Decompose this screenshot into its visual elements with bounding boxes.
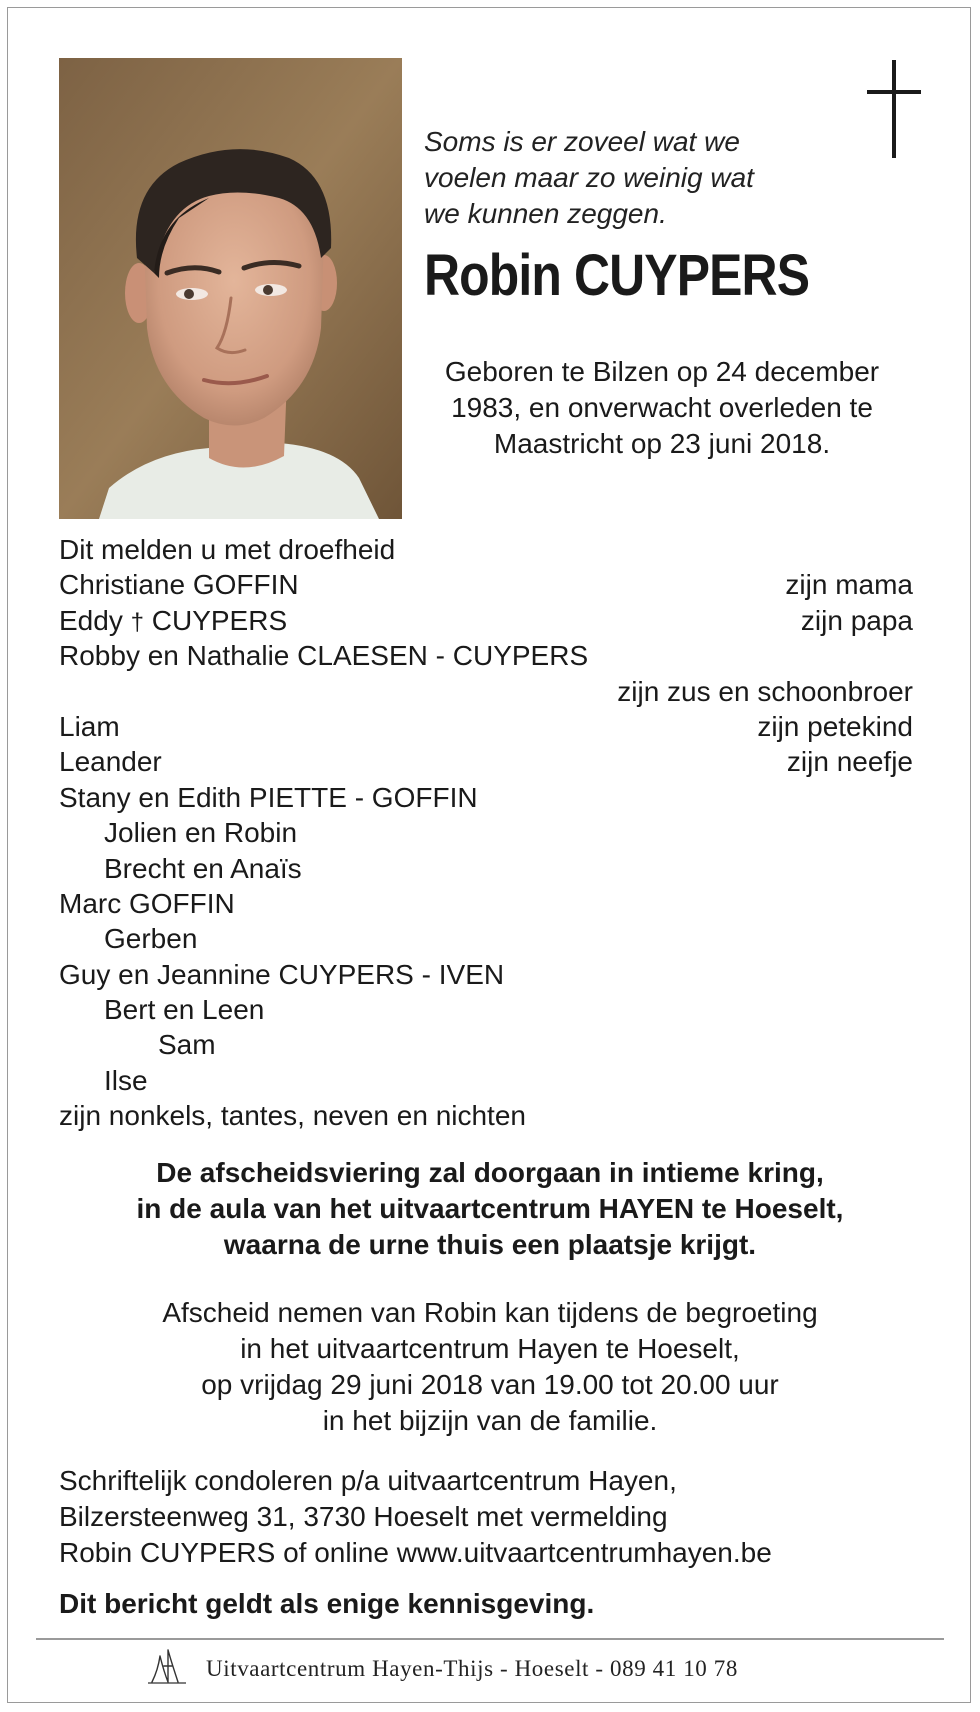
visitation-line: Afscheid nemen van Robin kan tijdens de begroeting — [162, 1297, 818, 1328]
footer — [140, 1646, 840, 1692]
family-row — [59, 744, 913, 779]
quote-line: we kunnen zeggen. — [424, 198, 667, 229]
family-intro — [59, 532, 913, 567]
family-member: Sam — [158, 1029, 216, 1061]
family-member: Bert en Leen — [104, 994, 265, 1026]
family-row — [59, 1098, 913, 1133]
footer-divider — [36, 1638, 944, 1640]
notice-statement: Dit bericht geldt als enige kennisgeving. — [59, 1588, 595, 1619]
family-row — [59, 957, 913, 992]
dagger-icon: † — [130, 608, 144, 636]
family-row — [59, 815, 913, 850]
visitation-details — [40, 1295, 940, 1439]
family-member: Robby en Nathalie CLAESEN - CUYPERS — [59, 640, 589, 672]
family-row — [59, 992, 913, 1027]
condolence-details — [59, 1463, 772, 1571]
birth-death-line: Maastricht op 23 juni 2018. — [493, 428, 831, 459]
birth-death-details — [410, 354, 914, 462]
family-member-last: CUYPERS — [151, 604, 288, 636]
condolence-line: Robin CUYPERS of online www.uitvaartcentrumhayen.be — [59, 1537, 772, 1568]
family-member — [59, 603, 287, 640]
family-member: Guy en Jeannine CUYPERS - IVEN — [59, 958, 505, 990]
funeral-home-logo-icon — [146, 1646, 190, 1686]
family-row — [59, 1063, 913, 1098]
family-row — [59, 709, 913, 744]
family-row — [59, 886, 913, 921]
family-row — [59, 674, 913, 709]
condolence-line: Bilzersteenweg 31, 3730 Hoeselt met vermelding — [59, 1501, 668, 1532]
family-member: Brecht en Anaïs — [104, 852, 302, 884]
ceremony-line: in de aula van het uitvaartcentrum HAYEN te Hoeselt, — [136, 1193, 844, 1224]
family-intro-text: Dit melden u met droefheid — [59, 534, 396, 565]
family-member-first: Eddy — [59, 604, 123, 636]
birth-death-line: 1983, en onverwacht overleden te — [451, 392, 873, 423]
ceremony-details — [40, 1155, 940, 1263]
family-row — [59, 603, 913, 638]
family-relation: zijn papa — [800, 604, 913, 636]
family-member: Ilse — [104, 1064, 148, 1096]
deceased-name: Robin CUYPERS — [424, 243, 810, 308]
quote-line: voelen maar zo weinig wat — [424, 162, 754, 193]
family-member: Jolien en Robin — [104, 817, 298, 849]
family-row — [59, 921, 913, 956]
condolence-line: Schriftelijk condoleren p/a uitvaartcentrum Hayen, — [59, 1465, 677, 1496]
family-row — [59, 638, 913, 673]
memorial-quote — [424, 124, 844, 232]
family-member: Marc GOFFIN — [59, 887, 235, 919]
family-row — [59, 851, 913, 886]
ceremony-line: waarna de urne thuis een plaatsje krijgt. — [223, 1229, 757, 1260]
visitation-line: op vrijdag 29 juni 2018 van 19.00 tot 20.00 uur — [201, 1369, 779, 1400]
family-row — [59, 567, 913, 602]
family-list — [59, 532, 913, 1134]
family-row — [59, 1027, 913, 1062]
quote-line: Soms is er zoveel wat we — [424, 126, 740, 157]
family-relation: zijn neefje — [786, 746, 913, 778]
family-relation: zijn petekind — [757, 710, 913, 742]
family-relation: zijn mama — [785, 569, 913, 601]
family-member: Gerben — [104, 923, 198, 955]
cross-icon — [864, 60, 924, 160]
ceremony-line: De afscheidsviering zal doorgaan in intieme kring, — [156, 1157, 824, 1188]
family-member: Stany en Edith PIETTE - GOFFIN — [59, 781, 478, 813]
family-row — [59, 780, 913, 815]
family-member: Leander — [59, 746, 162, 778]
birth-death-line: Geboren te Bilzen op 24 december — [444, 356, 880, 387]
family-relation: zijn zus en schoonbroer — [617, 675, 913, 707]
visitation-line: in het bijzijn van de familie. — [322, 1405, 658, 1436]
family-member: Christiane GOFFIN — [59, 569, 299, 601]
family-member: zijn nonkels, tantes, neven en nichten — [59, 1100, 526, 1132]
family-member: Liam — [59, 710, 120, 742]
footer-text: Uitvaartcentrum Hayen-Thijs - Hoeselt - 089 41 10 78 — [206, 1656, 738, 1681]
portrait-photo — [59, 58, 402, 519]
visitation-line: in het uitvaartcentrum Hayen te Hoeselt, — [240, 1333, 740, 1364]
